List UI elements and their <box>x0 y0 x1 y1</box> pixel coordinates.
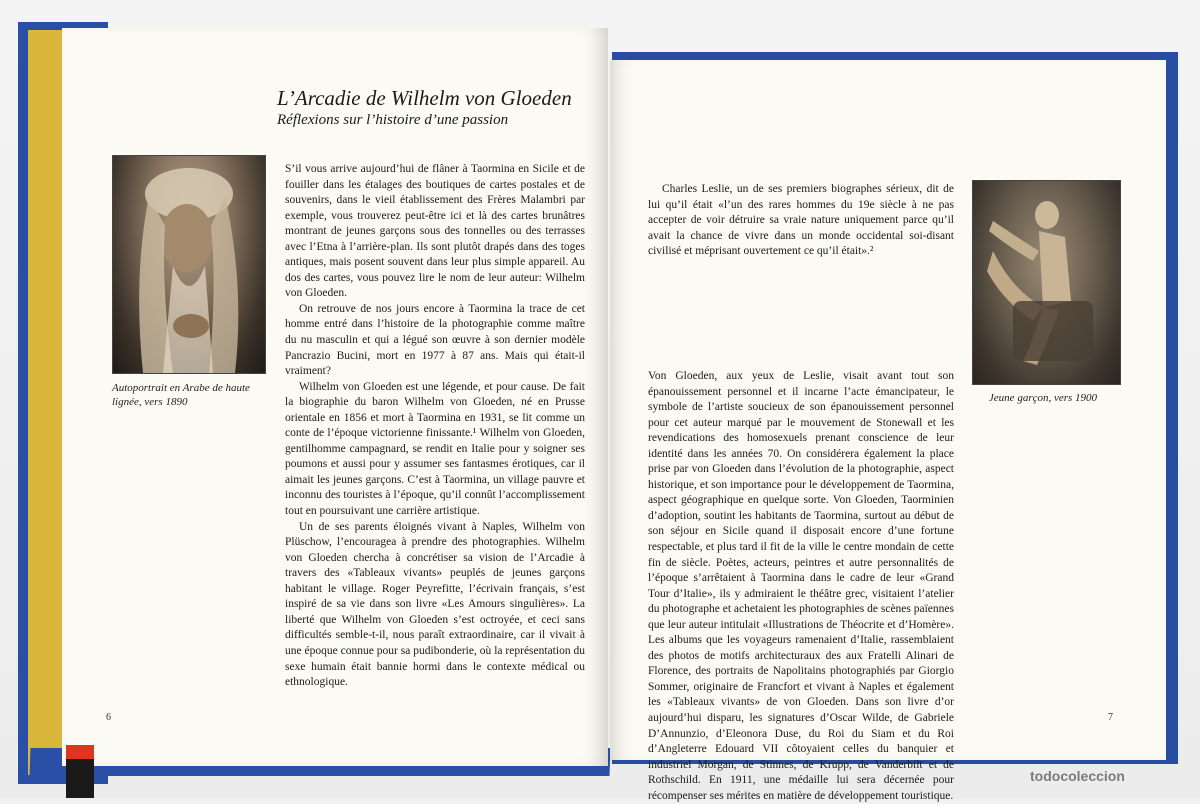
paragraph: Wilhelm von Gloeden est une légende, et pour cause. De fait la biographie du baron Wilhelm von Gloeden, né en Prusse orientale en 1856 et mort à Taormina en 1931, se lit comme un conte de l’époque victorienne finissante.¹ Wilhelm von Gloeden, gentilhomme campagnard, se rendit en Italie pour y soigner ses poumons et aussi pour y assumer ses fantasmes érotiques, car il aimait les jeunes garçons. C’est à Taormina, un village pauvre et inconnu des touristes à l’époque, qu’il connût l’accomplissement tout en poursuivant une carrière artistique. <box>285 380 585 518</box>
watermark-logo: todocoleccion <box>1030 768 1125 784</box>
chapter-title: L’Arcadie de Wilhelm von Gloeden <box>277 86 572 110</box>
right-page-body <box>648 369 954 804</box>
left-page-number: 6 <box>106 712 111 723</box>
self-portrait-photo <box>112 155 266 374</box>
paragraph: Charles Leslie, un de ses premiers biographes sérieux, dit de lui qu’il était «l’un des rares hommes du 19e siècle à ne pas accepter de voir détruire sa vraie nature uniquement parce qu’il avait la chance de vivre dans un monde occidental soi-disant civilisé et méprisant ouvertement ce qu’il était».² <box>648 183 954 258</box>
self-portrait-caption: Autoportrait en Arabe de haute lignée, vers 1890 <box>112 382 250 408</box>
paragraph: Un de ses parents éloignés vivant à Naples, Wilhelm von Plüschow, l’encouragea à prendre des photographies. Wilhelm von Gloeden chercha à concrétiser sa vision de l’Arcadie à travers des «Tableaux vivants» peuplés de jeunes garçons habitant le village. Roger Peyrefitte, l’écrivain français, s’est inspiré de sa vie dans son livre «Les Amours singulières». La liberté que Wilhelm von Gloeden s’est octroyée, et ceci sans difficultés semble-t-il, nous paraît extraordinaire, car il vivait à une époque connue pour sa pudibonderie, où la représentation du sexe humain était bannie hormi dans le contexte médical ou ethnologique. <box>285 520 585 689</box>
left-page-body <box>285 162 585 691</box>
young-boy-photo <box>972 180 1121 385</box>
right-page-intro <box>648 182 954 260</box>
bookmark-ribbon-tip <box>66 745 94 759</box>
right-page-number: 7 <box>1108 712 1113 723</box>
young-boy-caption: Jeune garçon, vers 1900 <box>988 392 1098 404</box>
seated-figure-icon <box>973 181 1120 384</box>
chapter-heading <box>277 86 597 129</box>
paragraph: S’il vous arrive aujourd’hui de flâner à Taormina en Sicile et de fouiller dans les étalages des boutiques de cartes postales et de souvenirs, dans le vieil établissement des Frères Malambri par exemple, vous trouverez peut-être ici et là des cartes brunâtres montrant de jeunes garçons sous des tonnelles ou des terrasses avec l’Etna à l’arrière-plan. Ils sont plutôt drapés dans des toges antiques, mais posent souvent dans leur plus simple appareil. Au dos des cartes, vous pouvez lire le nom de leur auteur: Wilhelm von Gloeden. <box>285 163 585 300</box>
portrait-figure-icon <box>113 156 265 373</box>
paragraph: On retrouve de nos jours encore à Taormina la trace de cet homme entré dans l’histoire de la photographie comme maître du nu masculin et qui a légué son œuvre à son dernier modèle Pancrazio Bucini, mort en 1977 à 87 ans. Mais qui était-il vraiment? <box>285 302 585 378</box>
paragraph: Von Gloeden, aux yeux de Leslie, visait avant tout son épanouissement personnel et il incarne l’acte émancipateur, le symbole de l’artiste soucieux de son épanouissement personnel pour cet auteur marqué par le mouvement de Stonewall et les revendications des homosexuels prenant conscience de leur identité dans les années 70. On considérera également la place prise par von Gloeden dans l’évolution de la photographie, aspect historique, et son importance pour le développement de Taormina, aspect géographique en quelque sorte. Von Gloeden, Taorminien d’adoption, soutint les habitants de Taormina, surtout au début de son séjour en Sicile quand il disposait encore d’une fortune respectable, et plus tard il fit de la ville le centre mondain de cette fin de siècle. Poètes, acteurs, peintres et autre personnalités de l’époque s’arrêtaient à Taormina dans le cadre de leur «Grand Tour d’Italie», ils y admiraient le théâtre grec, visitaient l’atelier du photographe et achetaient les photographies de scènes païennes que leur auteur intitulait «Illustrations de Théocrite et d’Homère». Les albums que les voyageurs ramenaient d’Italie, rassemblaient des photos de motifs architecturaux des aux Fratelli Alinari de Florence, des portraits de Napolitains photographiés par Giorgio Sommer, originaire de Francfort et vivant à Naples et également les «Tableaux vivants» de von Gloeden. Dans son livre d’or aujourd’hui disparu, les signatures d’Oscar Wilde, de Gabriele D’Annunzio, d’Eleonora Duse, du Roi du Siam et du Roi d’Angleterre Edouard VII côtoyaient celles du banquier et industriel Morgan, de Stinnes, de Krupp, de Vanderbilt et de Rothschild. En 1911, une médaille lui sera décernée pour récompenser ses mérites en matière de développement touristique. <box>648 370 954 802</box>
chapter-subtitle: Réflexions sur l’histoire d’une passion <box>277 112 509 128</box>
